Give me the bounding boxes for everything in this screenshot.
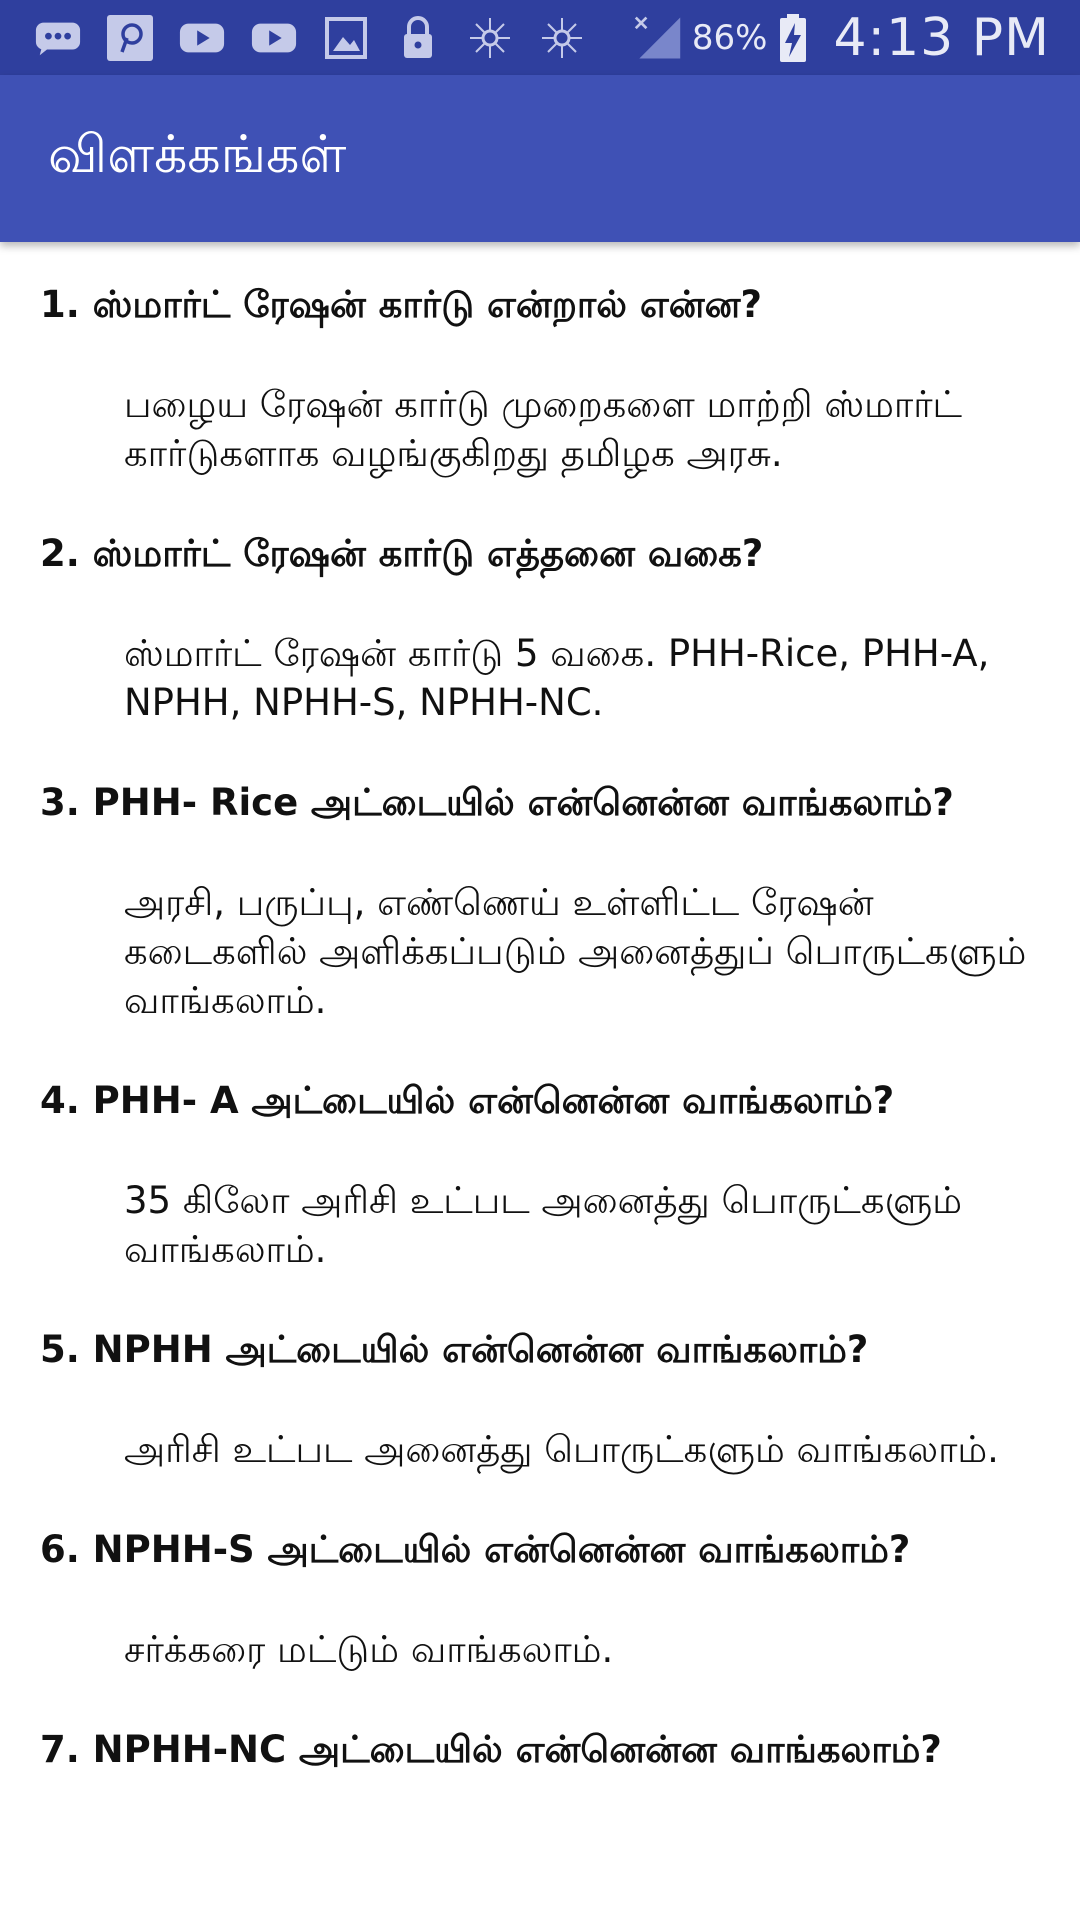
sparkle-icon (466, 16, 514, 60)
notification-icons (34, 16, 586, 60)
faq-question: 4. PHH- A அட்டையில் என்னென்ன வாங்கலாம்? (40, 1079, 895, 1122)
faq-answer: அரசி, பருப்பு, எண்ணெய் உள்ளிட்ட ரேஷன் கடைகளில் அளிக்கப்படும் அனைத்துப் பொருட்களும் வாங்கலாம். (124, 881, 1027, 1022)
faq-answer: ஸ்மார்ட் ரேஷன் கார்டு 5 வகை. PHH-Rice, PHH-A, NPHH, NPHH-S, NPHH-NC. (124, 632, 990, 724)
faq-item (40, 778, 1062, 1025)
faq-answer: சர்க்கரை மட்டும் வாங்கலாம். (124, 1628, 614, 1671)
youtube-icon (178, 16, 226, 60)
faq-question: 5. NPHH அட்டையில் என்னென்ன வாங்கலாம்? (40, 1328, 869, 1371)
faq-answer: அரிசி உட்பட அனைத்து பொருட்களும் வாங்கலாம். (124, 1428, 999, 1471)
faq-item (40, 1076, 1062, 1274)
battery-charging-icon (777, 16, 809, 60)
youtube-icon (250, 16, 298, 60)
faq-item (40, 1325, 1062, 1474)
faq-item (40, 1525, 1062, 1674)
clock: 4:13 PM (833, 7, 1050, 68)
faq-question: 1. ஸ்மார்ட் ரேஷன் கார்டு என்றால் என்ன? (40, 283, 762, 326)
sparkle-icon (538, 16, 586, 60)
page-title: விளக்கங்கள் (48, 125, 347, 185)
faq-question: 6. NPHH-S அட்டையில் என்னென்ன வாங்கலாம்? (40, 1528, 911, 1571)
gallery-icon (322, 16, 370, 60)
status-right (634, 8, 1050, 68)
faq-item (40, 529, 1062, 727)
pinterest-icon (106, 16, 154, 60)
lock-icon (394, 16, 442, 60)
app-bar (0, 75, 1080, 242)
faq-answer: 35 கிலோ அரிசி உட்பட அனைத்து பொருட்களும் வாங்கலாம். (124, 1179, 963, 1271)
faq-question: 3. PHH- Rice அட்டையில் என்னென்ன வாங்கலாம்? (40, 781, 954, 824)
battery-percent: 86% (691, 17, 768, 58)
faq-list[interactable] (0, 242, 1080, 1920)
status-bar (0, 0, 1080, 75)
faq-question: 2. ஸ்மார்ட் ரேஷன் கார்டு எத்தனை வகை? (40, 532, 764, 575)
faq-question: 7. NPHH-NC அட்டையில் என்னென்ன வாங்கலாம்? (40, 1728, 942, 1771)
message-icon (34, 16, 82, 60)
faq-answer: பழைய ரேஷன் கார்டு முறைகளை மாற்றி ஸ்மார்ட் கார்டுகளாக வழங்குகிறது தமிழக அரசு. (124, 383, 962, 475)
signal-icon (634, 16, 682, 60)
faq-item (40, 280, 1062, 478)
faq-item (40, 1725, 1062, 1774)
